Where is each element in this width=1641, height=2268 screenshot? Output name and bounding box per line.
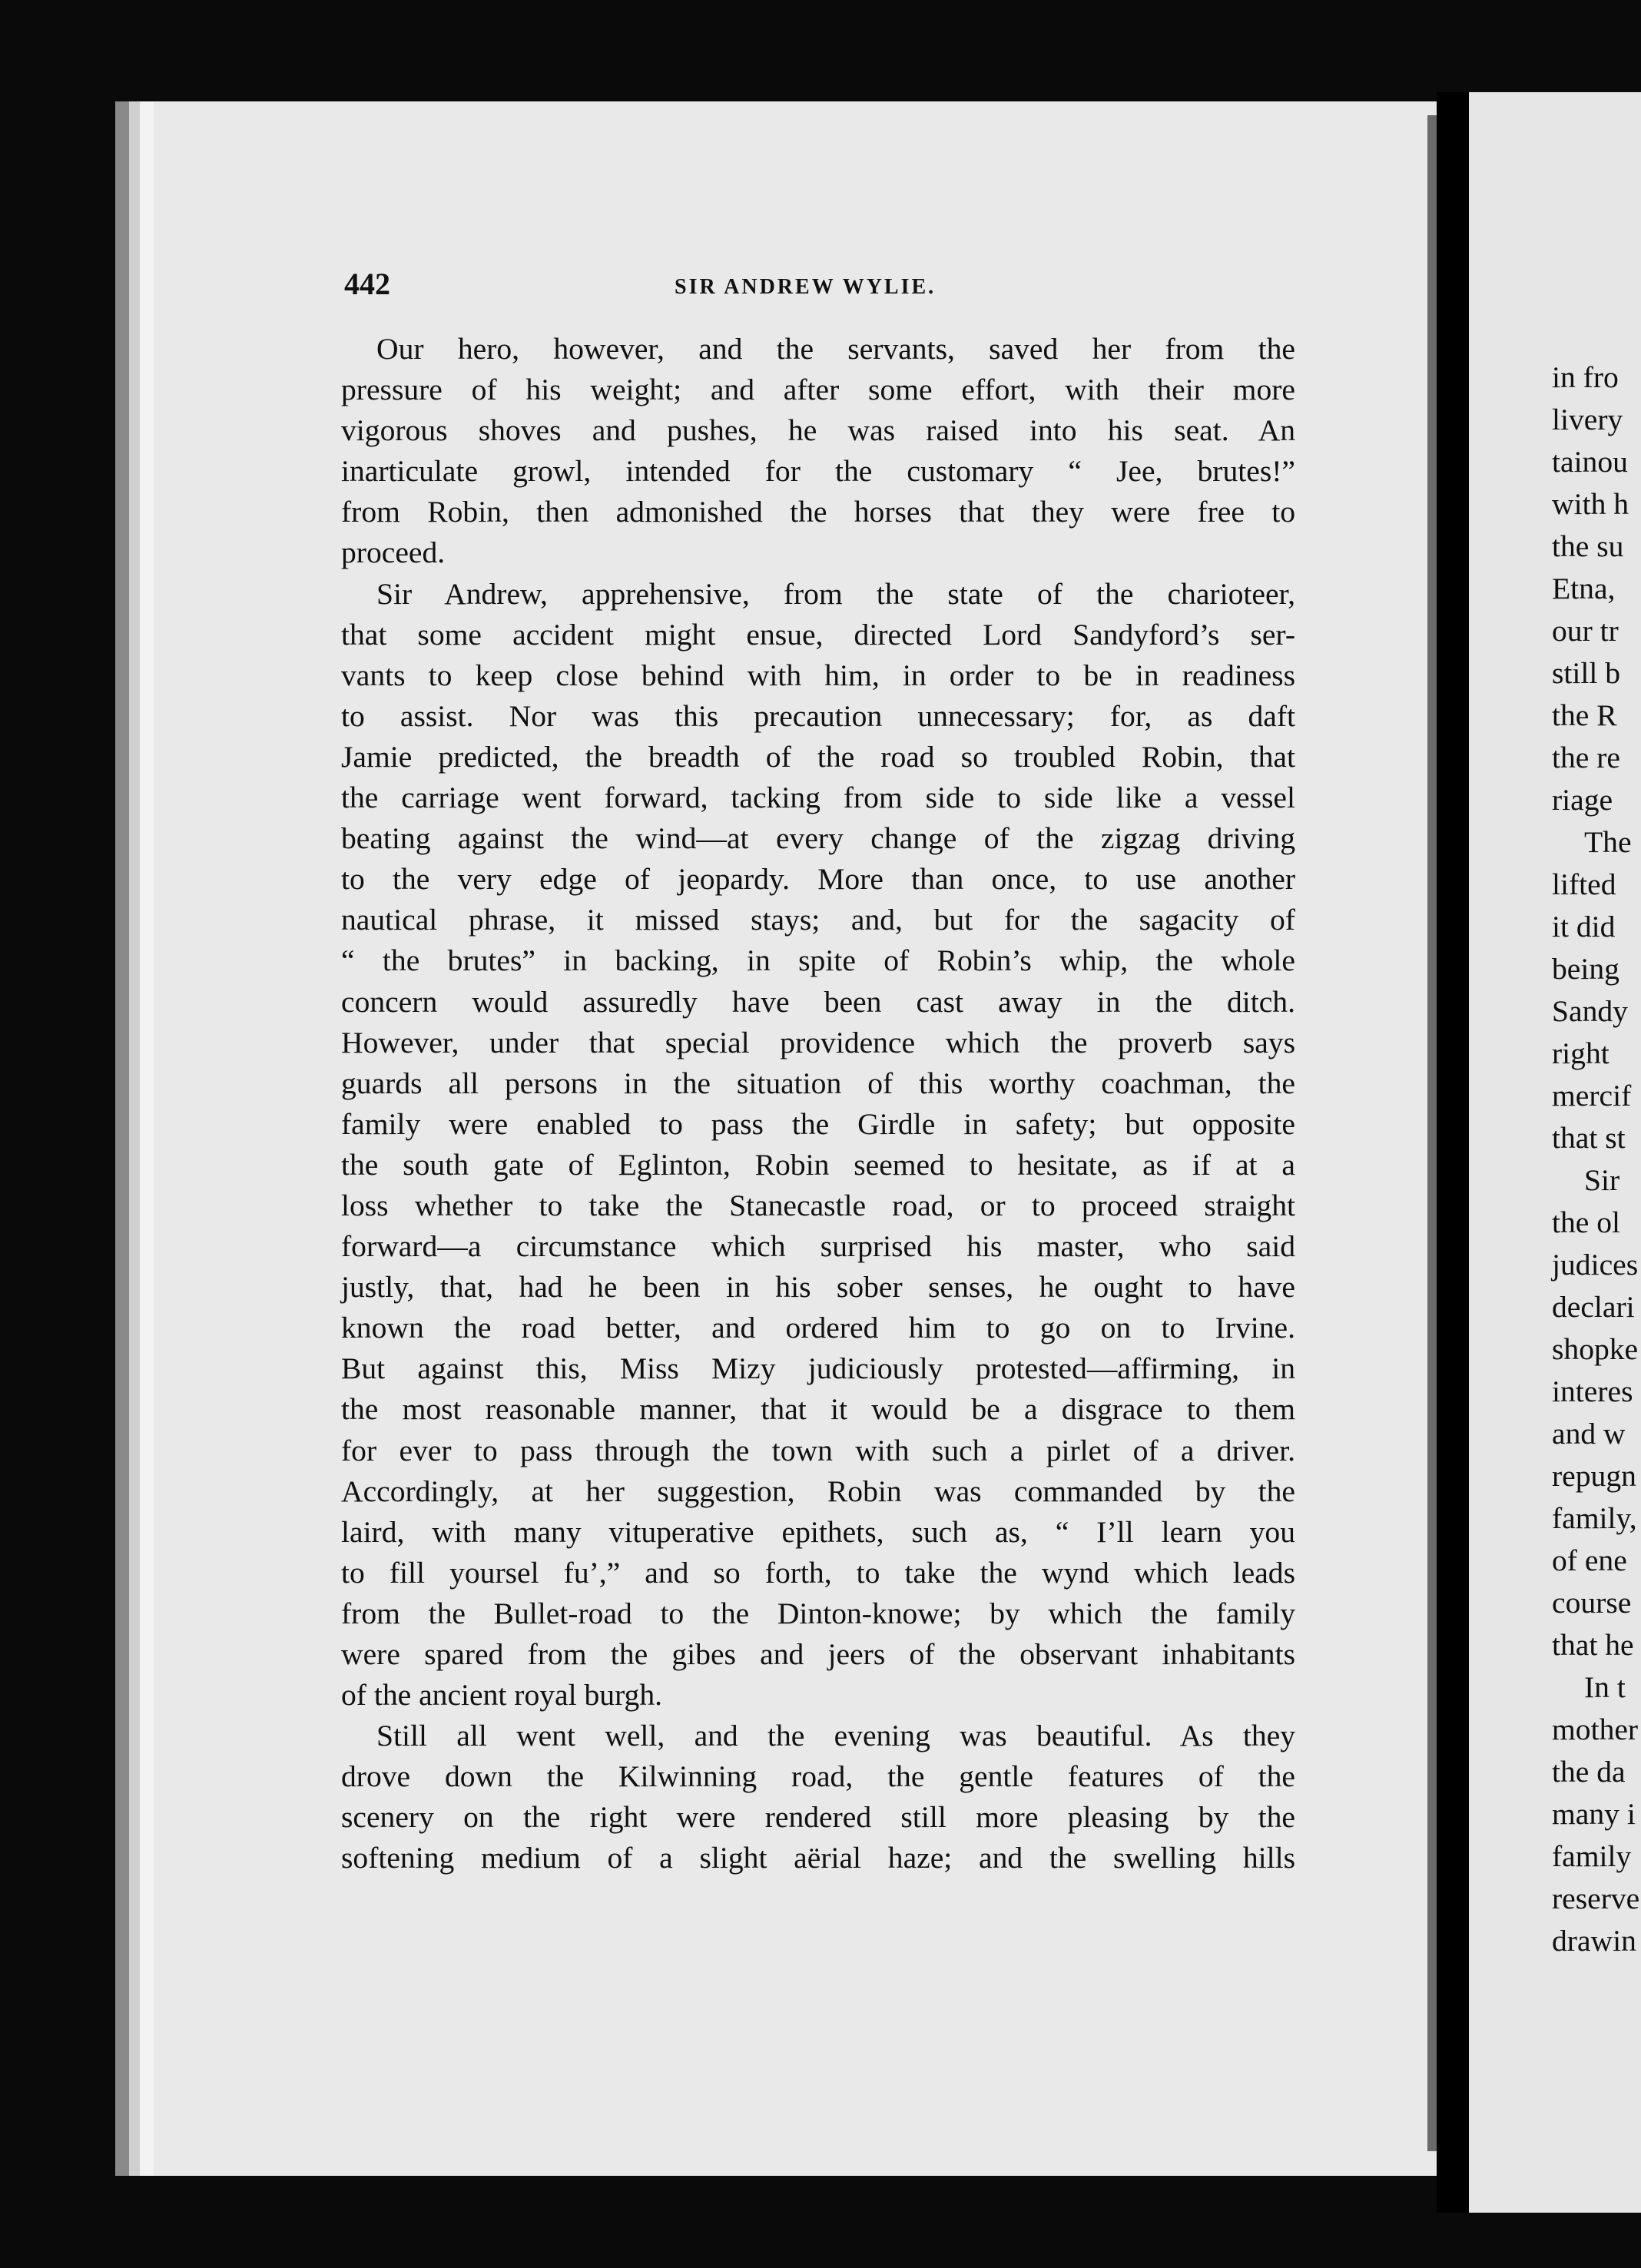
- text-line: the carriage went forward, tacking from side to side like a vessel: [341, 781, 1295, 815]
- text-line: concern would assuredly have been cast away in the ditch.: [341, 984, 1295, 1019]
- text-line: mother: [1552, 1713, 1639, 1746]
- text-line: to assist. Nor was this precaution unnecessary; for, as daft: [341, 698, 1295, 733]
- page-gutter-shadow: [1427, 115, 1437, 2151]
- text-line: that st: [1552, 1121, 1626, 1155]
- text-line: the most reasonable manner, that it would be a disgrace to them: [341, 1392, 1295, 1427]
- text-line: But against this, Miss Mizy judiciously protested—affirming, in: [341, 1351, 1295, 1386]
- text-line: Our hero, however, and the servants, saved her from the: [376, 332, 1295, 366]
- text-line: “ the brutes” in backing, in spite of Robin’s whip, the whole: [341, 943, 1295, 978]
- page-header: [344, 266, 1281, 303]
- text-line: beating against the wind—at every change of the zigzag driving: [341, 821, 1295, 856]
- text-line: in fro: [1552, 360, 1619, 394]
- text-line: However, under that special providence which the proverb says: [341, 1025, 1295, 1059]
- text-line: mercif: [1552, 1079, 1632, 1112]
- text-line: Sir Andrew, apprehensive, from the state of the charioteer,: [376, 576, 1295, 611]
- text-line: loss whether to take the Stanecastle road, or to proceed straight: [341, 1188, 1295, 1222]
- running-head: SIR ANDREW WYLIE.: [675, 275, 937, 299]
- text-line: lifted: [1552, 867, 1616, 901]
- text-line: of ene: [1552, 1544, 1627, 1577]
- text-line: were spared from the gibes and jeers of the observant inhabitants: [341, 1637, 1295, 1671]
- text-line: that some accident might ensue, directed Lord Sandyford’s ser-: [341, 617, 1295, 652]
- text-line: drawin: [1552, 1924, 1636, 1958]
- text-line: vigorous shoves and pushes, he was raised into his seat. An: [341, 413, 1295, 448]
- text-line: softening medium of a slight aërial haze; and the swelling hills: [341, 1841, 1295, 1875]
- text-line: family: [1552, 1839, 1632, 1873]
- text-line: nautical phrase, it missed stays; and, but for the sagacity of: [341, 903, 1295, 937]
- text-line: The: [1584, 825, 1632, 859]
- text-line: family were enabled to pass the Girdle in safety; but opposite: [341, 1106, 1295, 1141]
- text-line: drove down the Kilwinning road, the gentle features of the: [341, 1759, 1295, 1794]
- text-line: justly, that, had he been in his sober senses, he ought to have: [341, 1270, 1295, 1305]
- text-line: the south gate of Eglinton, Robin seemed to hesitate, as if at a: [341, 1147, 1295, 1182]
- text-line: reserve: [1552, 1882, 1640, 1915]
- text-line: livery: [1552, 403, 1623, 436]
- text-line: Still all went well, and the evening was beautiful. As they: [376, 1719, 1295, 1753]
- page-number: 442: [344, 267, 390, 301]
- right-page-body-text: [1552, 356, 1639, 1962]
- text-line: our tr: [1552, 614, 1619, 648]
- text-line: still b: [1552, 656, 1621, 690]
- text-line: scenery on the right were rendered still more pleasing by the: [341, 1800, 1295, 1835]
- text-line: Jamie predicted, the breadth of the road so troubled Robin, that: [341, 739, 1295, 774]
- text-line: and w: [1552, 1417, 1626, 1451]
- text-line: inarticulate growl, intended for the customary “ Jee, brutes!”: [341, 454, 1295, 489]
- text-line: Sir: [1584, 1163, 1620, 1197]
- text-line: interes: [1552, 1374, 1633, 1408]
- text-line: from the Bullet-road to the Dinton-knowe; by which the family: [341, 1596, 1295, 1630]
- text-line: for ever to pass through the town with such a pirlet of a driver.: [341, 1433, 1295, 1467]
- text-line: pressure of his weight; and after some effort, with their more: [341, 373, 1295, 407]
- text-line: proceed.: [341, 536, 446, 570]
- text-line: shopke: [1552, 1332, 1639, 1366]
- text-line: it did: [1552, 910, 1616, 943]
- text-line: guards all persons in the situation of this worthy coachman, the: [341, 1066, 1295, 1100]
- text-line: the R: [1552, 698, 1617, 732]
- text-line: of the ancient royal burgh.: [341, 1678, 663, 1713]
- text-line: course: [1552, 1586, 1632, 1620]
- text-line: judices: [1552, 1248, 1639, 1282]
- text-line: Sandy: [1552, 994, 1628, 1028]
- text-line: vants to keep close behind with him, in order to be in readiness: [341, 658, 1295, 692]
- text-line: known the road better, and ordered him to go on to Irvine.: [341, 1311, 1295, 1345]
- text-line: laird, with many vituperative epithets, such as, “ I’ll learn you: [341, 1514, 1295, 1549]
- text-line: many i: [1552, 1797, 1636, 1831]
- book-gutter: [1437, 92, 1469, 2213]
- text-line: from Robin, then admonished the horses that they were free to: [341, 495, 1295, 529]
- text-line: family,: [1552, 1501, 1637, 1535]
- left-page-body-text: [341, 329, 1295, 1879]
- text-line: the re: [1552, 741, 1620, 774]
- text-line: tainou: [1552, 445, 1628, 479]
- right-page: [1469, 92, 1641, 2213]
- text-line: to the very edge of jeopardy. More than once, to use another: [341, 862, 1295, 897]
- text-line: right: [1552, 1036, 1610, 1070]
- text-line: riage: [1552, 783, 1613, 817]
- text-line: that he: [1552, 1628, 1634, 1662]
- text-line: the su: [1552, 529, 1624, 563]
- text-line: forward—a circumstance which surprised his master, who said: [341, 1229, 1295, 1264]
- text-line: to fill yoursel fu’,” and so forth, to take the wynd which leads: [341, 1555, 1295, 1590]
- text-line: the da: [1552, 1755, 1626, 1789]
- text-line: Accordingly, at her suggestion, Robin was commanded by the: [341, 1474, 1295, 1508]
- text-line: with h: [1552, 487, 1629, 521]
- text-line: the ol: [1552, 1205, 1621, 1239]
- text-line: being: [1552, 952, 1619, 986]
- text-line: declari: [1552, 1290, 1635, 1324]
- text-line: repugn: [1552, 1459, 1636, 1493]
- text-line: Etna,: [1552, 572, 1616, 605]
- text-line: In t: [1584, 1670, 1626, 1704]
- page-edge-shadow: [115, 101, 129, 2176]
